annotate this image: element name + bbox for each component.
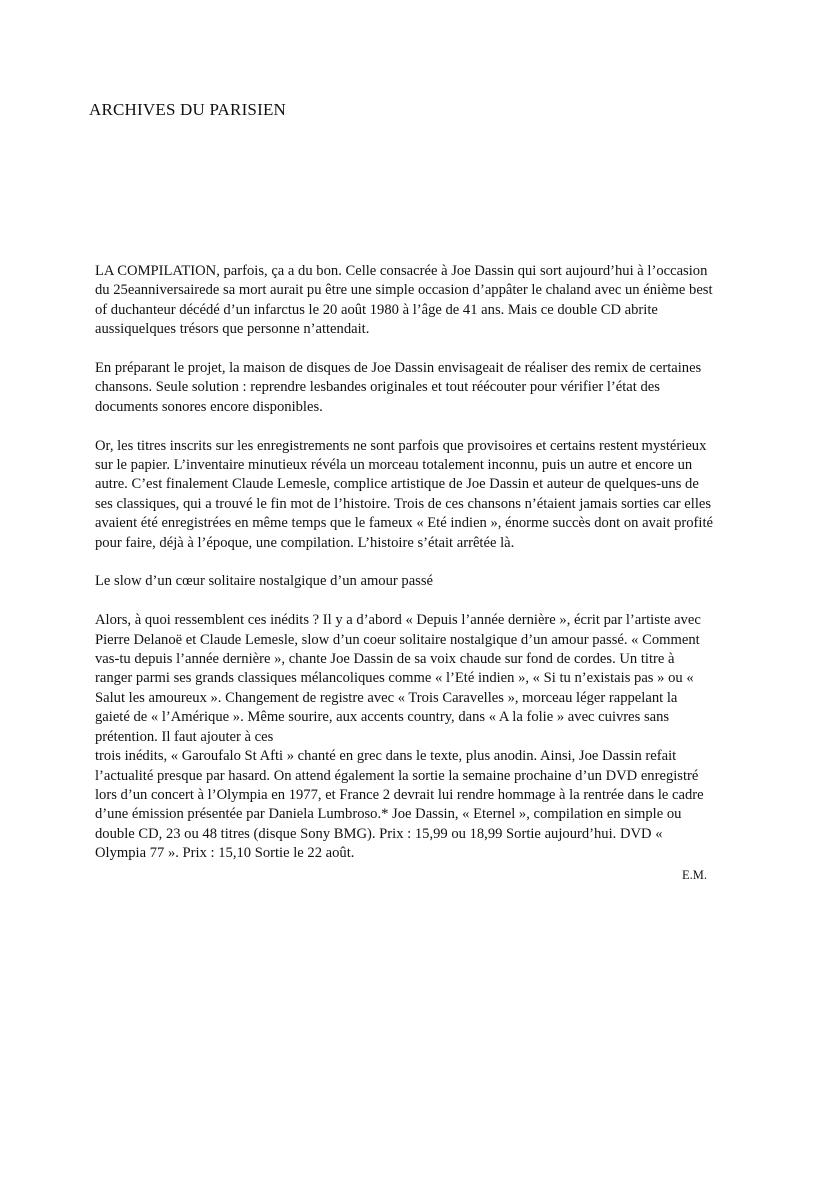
author-signature: E.M. — [682, 867, 707, 882]
article-body — [95, 262, 715, 885]
paragraph-discovery: Or, les titres inscrits sur les enregistrements ne sont parfois que provisoires et certains restent mystérieux sur le papier. L’inventaire minutieux révéla un morceau totalement inconnu, puis un autre et encore un autre. C’est finalement Claude Lemesle, complice artistique de Joe Dassin et auteur de quelques-uns de ses classiques, qui a trouvé le fin mot de l’histoire. Trois de ces chansons n’étaient jamais sorties car elles avaient été enregistrées en même temps que le fameux « Eté indien », énorme succès dont on avait profité pour faire, déjà à l’époque, une compilation. L’histoire s’était arrêtée là. — [95, 437, 713, 551]
paragraph-project: En préparant le projet, la maison de disques de Joe Dassin envisageait de réaliser des remix de certaines chansons. Seule solution : reprendre lesbandes originales et tout réécouter pour vérifier l’état des documents sonores encore disponibles. — [95, 360, 702, 415]
subheading: Le slow d’un cœur solitaire nostalgique d’un amour passé — [95, 573, 434, 590]
header-title: ARCHIVES DU PARISIEN — [89, 100, 287, 119]
paragraph-intro: LA COMPILATION, parfois, ça a du bon. Celle consacrée à Joe Dassin qui sort aujourd’hui à l’occasion du 25eanniversairede sa mort aurait pu être une simple occasion d’appâter le chaland avec un énième best of duchanteur décédé d’un infarctus le 20 août 1980 à l’âge de 41 ans. Mais ce double CD abrite aussiquelques trésors que personne n’attendait. — [95, 263, 713, 338]
paragraph-inedits: Alors, à quoi ressemblent ces inédits ? Il y a d’abord « Depuis l’année dernière », écrit par l’artiste avec Pierre Delanoë et Claude Lemesle, slow d’un coeur solitaire nostalgique d’un amour passé. « Comment vas-tu depuis l’année dernière », chante Joe Dassin de sa voix chaude sur fond de cordes. Un titre à ranger parmi ses grands classiques mélancoliques comme « l’Eté indien », « Si tu n’existais pas » ou « Salut les amoureux ». Changement de registre avec « Trois Caravelles », morceau léger rappelant la gaieté de « l’Amérique ». Même sourire, aux accents country, dans « A la folie » avec cuivres sans prétention. Il faut ajouter à ces — [95, 612, 701, 745]
paragraph-conclusion: trois inédits, « Garoufalo St Afti » chanté en grec dans le texte, plus anodin. Ainsi, Joe Dassin refait l’actualité presque par hasard. On attend également la sortie la semaine prochaine d’un DVD enregistré lors d’un concert à l’Olympia en 1977, et France 2 devrait lui rendre hommage à la rentrée dans le cadre d’une émission présentée par Daniela Lumbroso.* Joe Dassin, « Eternel », compilation en simple ou double CD, 23 ou 48 titres (disque Sony BMG). Prix : 15,99 ou 18,99 Sortie aujourd’hui. DVD « Olympia 77 ». Prix : 15,10 Sortie le 22 août. — [95, 748, 704, 862]
